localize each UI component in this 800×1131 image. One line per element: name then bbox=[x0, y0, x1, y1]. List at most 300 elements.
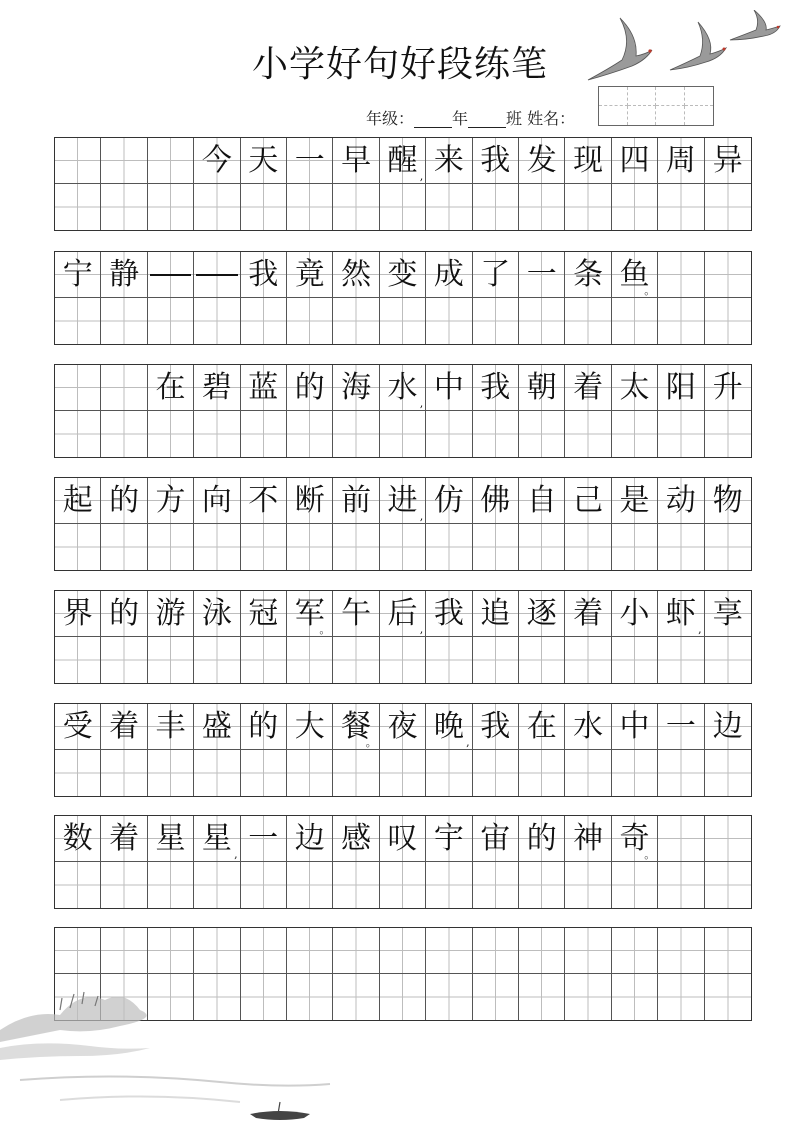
character: 夜 bbox=[387, 708, 418, 744]
character-cell bbox=[612, 816, 658, 862]
practice-cell[interactable] bbox=[287, 862, 333, 908]
practice-cell[interactable] bbox=[473, 637, 519, 683]
practice-cell[interactable] bbox=[519, 184, 565, 230]
practice-cell[interactable] bbox=[519, 411, 565, 457]
character-cell bbox=[426, 816, 472, 862]
practice-cell[interactable] bbox=[194, 411, 240, 457]
character-cell bbox=[287, 252, 333, 298]
character: 界 bbox=[62, 595, 93, 631]
character: 是 bbox=[619, 482, 650, 518]
practice-cell[interactable] bbox=[101, 411, 147, 457]
character-cell bbox=[333, 591, 379, 637]
practice-cell[interactable] bbox=[705, 750, 751, 796]
practice-cell[interactable] bbox=[658, 298, 704, 344]
character-cell bbox=[658, 365, 704, 411]
practice-cell[interactable] bbox=[519, 298, 565, 344]
character-cell bbox=[612, 478, 658, 524]
character-cell bbox=[519, 365, 565, 411]
character-cell bbox=[287, 816, 333, 862]
character: 的 bbox=[109, 595, 140, 631]
character-cell bbox=[426, 365, 472, 411]
character: 朝 bbox=[526, 369, 557, 405]
practice-cell[interactable] bbox=[612, 637, 658, 683]
practice-cell[interactable] bbox=[705, 298, 751, 344]
character: 我 bbox=[433, 595, 464, 631]
practice-cell[interactable] bbox=[148, 862, 194, 908]
practice-cell[interactable] bbox=[473, 184, 519, 230]
character-cell bbox=[287, 928, 333, 974]
character: 一 bbox=[526, 256, 557, 292]
practice-cell[interactable] bbox=[55, 411, 101, 457]
practice-cell[interactable] bbox=[426, 524, 472, 570]
character-cell bbox=[241, 252, 287, 298]
character-cell bbox=[148, 704, 194, 750]
character-cell bbox=[333, 704, 379, 750]
practice-cell[interactable] bbox=[287, 184, 333, 230]
character: 我 bbox=[480, 142, 511, 178]
character-cell bbox=[705, 138, 751, 184]
character-cell bbox=[148, 138, 194, 184]
practice-cell[interactable] bbox=[519, 974, 565, 1020]
character: 数 bbox=[62, 820, 93, 856]
practice-cell[interactable] bbox=[612, 974, 658, 1020]
character-cell bbox=[380, 252, 426, 298]
practice-cell[interactable] bbox=[333, 524, 379, 570]
practice-cell[interactable] bbox=[705, 974, 751, 1020]
practice-cell[interactable] bbox=[473, 411, 519, 457]
practice-cell[interactable] bbox=[241, 411, 287, 457]
character-cell bbox=[473, 365, 519, 411]
practice-cell[interactable] bbox=[612, 750, 658, 796]
practice-cell[interactable] bbox=[473, 862, 519, 908]
character-cell bbox=[101, 365, 147, 411]
practice-cell[interactable] bbox=[55, 184, 101, 230]
character-cell bbox=[705, 928, 751, 974]
name-writing-box[interactable] bbox=[598, 86, 714, 126]
character-cell bbox=[194, 928, 240, 974]
character: 受 bbox=[62, 708, 93, 744]
practice-cell[interactable] bbox=[380, 524, 426, 570]
character: 静 bbox=[109, 256, 140, 292]
character-cell bbox=[612, 704, 658, 750]
character-cell bbox=[333, 252, 379, 298]
practice-cell[interactable] bbox=[426, 298, 472, 344]
practice-cell[interactable] bbox=[333, 862, 379, 908]
character-cell bbox=[565, 704, 611, 750]
grid-row-2 bbox=[54, 251, 752, 345]
character: 逐 bbox=[526, 595, 557, 631]
dash-mark bbox=[196, 274, 237, 276]
character-cell bbox=[101, 704, 147, 750]
character: 宁 bbox=[62, 256, 93, 292]
practice-cell[interactable] bbox=[612, 184, 658, 230]
practice-cell[interactable] bbox=[148, 298, 194, 344]
character-cell bbox=[473, 704, 519, 750]
character: 鱼 bbox=[619, 256, 650, 292]
grade-label: 年级： bbox=[366, 108, 415, 128]
character-cell bbox=[658, 704, 704, 750]
character: 竟 bbox=[294, 256, 325, 292]
practice-cell[interactable] bbox=[565, 411, 611, 457]
practice-cell[interactable] bbox=[101, 298, 147, 344]
practice-cell[interactable] bbox=[194, 298, 240, 344]
grid-row-1 bbox=[54, 137, 752, 231]
character: 中 bbox=[433, 369, 464, 405]
character: 醒 bbox=[387, 142, 418, 178]
character: 碧 bbox=[201, 369, 232, 405]
character: 后 bbox=[387, 595, 418, 631]
practice-cell[interactable] bbox=[426, 862, 472, 908]
character-cell bbox=[565, 478, 611, 524]
practice-cell[interactable] bbox=[426, 637, 472, 683]
character-cell bbox=[380, 928, 426, 974]
character: 我 bbox=[480, 708, 511, 744]
character: 叹 bbox=[387, 820, 418, 856]
practice-cell[interactable] bbox=[55, 750, 101, 796]
practice-cell[interactable] bbox=[55, 637, 101, 683]
character: 断 bbox=[294, 482, 325, 518]
practice-cell[interactable] bbox=[55, 298, 101, 344]
character-cell bbox=[333, 138, 379, 184]
character-cell bbox=[380, 478, 426, 524]
practice-cell[interactable] bbox=[194, 524, 240, 570]
practice-cell[interactable] bbox=[612, 524, 658, 570]
character-cell bbox=[148, 591, 194, 637]
character: 己 bbox=[573, 482, 604, 518]
practice-cell[interactable] bbox=[287, 637, 333, 683]
character-cell bbox=[241, 478, 287, 524]
character-cell bbox=[519, 704, 565, 750]
practice-cell[interactable] bbox=[333, 184, 379, 230]
character: 宇 bbox=[433, 820, 464, 856]
practice-cell[interactable] bbox=[705, 862, 751, 908]
character-cell bbox=[241, 928, 287, 974]
punctuation-mark: , bbox=[419, 397, 424, 410]
character-cell bbox=[101, 138, 147, 184]
character-cell bbox=[194, 252, 240, 298]
character: 然 bbox=[341, 256, 372, 292]
character-cell bbox=[287, 591, 333, 637]
practice-cell[interactable] bbox=[380, 298, 426, 344]
practice-cell[interactable] bbox=[287, 750, 333, 796]
practice-cell[interactable] bbox=[101, 862, 147, 908]
character-cell bbox=[658, 591, 704, 637]
practice-cell[interactable] bbox=[473, 750, 519, 796]
character: 冠 bbox=[248, 595, 279, 631]
practice-cell[interactable] bbox=[565, 750, 611, 796]
character-cell bbox=[565, 928, 611, 974]
practice-cell[interactable] bbox=[519, 637, 565, 683]
character: 周 bbox=[665, 142, 696, 178]
character: 感 bbox=[341, 820, 372, 856]
character-cell bbox=[101, 591, 147, 637]
punctuation-mark: 。 bbox=[644, 284, 656, 297]
character-cell bbox=[101, 928, 147, 974]
practice-cell[interactable] bbox=[426, 411, 472, 457]
character-cell bbox=[55, 928, 101, 974]
character: 边 bbox=[712, 708, 743, 744]
character: 午 bbox=[341, 595, 372, 631]
student-info-line bbox=[366, 103, 575, 131]
practice-cell[interactable] bbox=[519, 524, 565, 570]
character: 在 bbox=[155, 369, 186, 405]
practice-cell[interactable] bbox=[705, 524, 751, 570]
character-cell bbox=[612, 252, 658, 298]
practice-cell[interactable] bbox=[612, 862, 658, 908]
character-cell bbox=[426, 591, 472, 637]
character-cell bbox=[380, 816, 426, 862]
practice-cell[interactable] bbox=[565, 298, 611, 344]
character-cell bbox=[565, 138, 611, 184]
practice-cell[interactable] bbox=[101, 524, 147, 570]
character-cell bbox=[426, 252, 472, 298]
character-cell bbox=[658, 138, 704, 184]
character-cell bbox=[55, 591, 101, 637]
character: 奇 bbox=[619, 820, 650, 856]
practice-cell[interactable] bbox=[101, 750, 147, 796]
character-cell bbox=[148, 816, 194, 862]
character: 仿 bbox=[433, 482, 464, 518]
character: 神 bbox=[573, 820, 604, 856]
practice-cell[interactable] bbox=[705, 184, 751, 230]
character-cell bbox=[101, 478, 147, 524]
practice-cell[interactable] bbox=[241, 750, 287, 796]
character-cell bbox=[473, 928, 519, 974]
practice-cell[interactable] bbox=[194, 637, 240, 683]
character: 着 bbox=[109, 708, 140, 744]
character: 方 bbox=[155, 482, 186, 518]
practice-cell[interactable] bbox=[287, 298, 333, 344]
character-cell bbox=[241, 704, 287, 750]
practice-cell[interactable] bbox=[658, 637, 704, 683]
character-cell bbox=[519, 591, 565, 637]
practice-cell[interactable] bbox=[705, 411, 751, 457]
character-cell bbox=[55, 704, 101, 750]
practice-cell[interactable] bbox=[473, 974, 519, 1020]
practice-cell[interactable] bbox=[380, 974, 426, 1020]
character-cell bbox=[55, 816, 101, 862]
practice-cell[interactable] bbox=[612, 298, 658, 344]
practice-cell[interactable] bbox=[380, 184, 426, 230]
practice-cell[interactable] bbox=[148, 637, 194, 683]
practice-cell[interactable] bbox=[241, 862, 287, 908]
character-cell bbox=[241, 138, 287, 184]
character: 阳 bbox=[665, 369, 696, 405]
character-cell bbox=[101, 816, 147, 862]
practice-cell[interactable] bbox=[658, 974, 704, 1020]
character-cell bbox=[194, 365, 240, 411]
practice-cell[interactable] bbox=[565, 184, 611, 230]
practice-cell[interactable] bbox=[426, 750, 472, 796]
practice-cell[interactable] bbox=[287, 524, 333, 570]
practice-cell[interactable] bbox=[333, 411, 379, 457]
character: 餐 bbox=[341, 708, 372, 744]
practice-cell[interactable] bbox=[287, 411, 333, 457]
character-cell bbox=[519, 816, 565, 862]
character-cell bbox=[148, 252, 194, 298]
grid-row-6 bbox=[54, 703, 752, 797]
character-cell bbox=[658, 928, 704, 974]
practice-cell[interactable] bbox=[565, 862, 611, 908]
practice-cell[interactable] bbox=[241, 637, 287, 683]
character: 成 bbox=[433, 256, 464, 292]
practice-cell[interactable] bbox=[565, 974, 611, 1020]
character: 来 bbox=[433, 142, 464, 178]
character: 我 bbox=[480, 369, 511, 405]
practice-cell[interactable] bbox=[519, 862, 565, 908]
character-cell bbox=[194, 816, 240, 862]
character: 佛 bbox=[480, 482, 511, 518]
practice-cell[interactable] bbox=[473, 298, 519, 344]
practice-cell[interactable] bbox=[426, 184, 472, 230]
practice-cell[interactable] bbox=[612, 411, 658, 457]
year-label: 年 bbox=[452, 108, 469, 128]
character-cell bbox=[426, 704, 472, 750]
character-cell bbox=[705, 591, 751, 637]
practice-cell[interactable] bbox=[658, 524, 704, 570]
character: 宙 bbox=[480, 820, 511, 856]
character: 进 bbox=[387, 482, 418, 518]
character: 星 bbox=[155, 820, 186, 856]
punctuation-mark: , bbox=[234, 848, 238, 861]
character: 小 bbox=[619, 595, 650, 631]
character: 丰 bbox=[155, 708, 186, 744]
practice-cell[interactable] bbox=[148, 524, 194, 570]
character-cell bbox=[658, 252, 704, 298]
character: 的 bbox=[248, 708, 279, 744]
character: 今 bbox=[201, 142, 232, 178]
practice-cell[interactable] bbox=[380, 411, 426, 457]
grade-blank[interactable] bbox=[414, 107, 452, 128]
punctuation-mark: , bbox=[466, 736, 470, 749]
grid-row-4 bbox=[54, 477, 752, 571]
character: 盛 bbox=[201, 708, 232, 744]
character-cell bbox=[287, 704, 333, 750]
character-cell bbox=[473, 591, 519, 637]
character: 自 bbox=[526, 482, 557, 518]
character-cell bbox=[241, 365, 287, 411]
character: 着 bbox=[573, 595, 604, 631]
character: 着 bbox=[573, 369, 604, 405]
practice-cell[interactable] bbox=[101, 184, 147, 230]
practice-cell[interactable] bbox=[658, 862, 704, 908]
character: 一 bbox=[248, 820, 279, 856]
character: 不 bbox=[248, 482, 279, 518]
practice-cell[interactable] bbox=[565, 637, 611, 683]
character-cell bbox=[519, 928, 565, 974]
character-cell bbox=[241, 591, 287, 637]
practice-cell[interactable] bbox=[101, 637, 147, 683]
practice-cell[interactable] bbox=[333, 298, 379, 344]
practice-cell[interactable] bbox=[705, 637, 751, 683]
character-cell bbox=[705, 365, 751, 411]
character-cell bbox=[148, 478, 194, 524]
practice-cell[interactable] bbox=[148, 184, 194, 230]
character-cell bbox=[519, 252, 565, 298]
character: 水 bbox=[573, 708, 604, 744]
character-cell bbox=[380, 365, 426, 411]
page-title: 小学好句好段练笔 bbox=[251, 44, 548, 85]
practice-cell[interactable] bbox=[380, 750, 426, 796]
character: 在 bbox=[526, 708, 557, 744]
character: 星 bbox=[201, 820, 232, 856]
character: 发 bbox=[526, 142, 557, 178]
practice-cell[interactable] bbox=[241, 298, 287, 344]
character-cell bbox=[426, 478, 472, 524]
grid-row-5 bbox=[54, 590, 752, 684]
character-cell bbox=[333, 365, 379, 411]
practice-cell[interactable] bbox=[658, 411, 704, 457]
practice-cell[interactable] bbox=[55, 524, 101, 570]
punctuation-mark: , bbox=[419, 623, 424, 636]
practice-cell[interactable] bbox=[241, 184, 287, 230]
character-cell bbox=[148, 365, 194, 411]
character-cell bbox=[565, 252, 611, 298]
character-cell bbox=[55, 138, 101, 184]
practice-cell[interactable] bbox=[380, 862, 426, 908]
character-cell bbox=[333, 928, 379, 974]
punctuation-mark: , bbox=[698, 623, 702, 636]
practice-cell[interactable] bbox=[333, 974, 379, 1020]
character: 的 bbox=[526, 820, 557, 856]
character-cell bbox=[426, 138, 472, 184]
practice-cell[interactable] bbox=[380, 637, 426, 683]
character: 水 bbox=[387, 369, 418, 405]
dash-mark bbox=[150, 274, 191, 276]
practice-cell[interactable] bbox=[148, 750, 194, 796]
practice-cell[interactable] bbox=[148, 411, 194, 457]
practice-cell[interactable] bbox=[658, 184, 704, 230]
character-cell bbox=[473, 138, 519, 184]
practice-cell[interactable] bbox=[194, 862, 240, 908]
practice-cell[interactable] bbox=[194, 750, 240, 796]
practice-cell[interactable] bbox=[194, 184, 240, 230]
character: 中 bbox=[619, 708, 650, 744]
character: 着 bbox=[109, 820, 140, 856]
practice-cell[interactable] bbox=[473, 524, 519, 570]
character: 虾 bbox=[665, 595, 696, 631]
character-cell bbox=[426, 928, 472, 974]
character: 四 bbox=[619, 142, 650, 178]
character-cell bbox=[612, 138, 658, 184]
character-cell bbox=[612, 365, 658, 411]
character-cell bbox=[380, 591, 426, 637]
practice-cell[interactable] bbox=[565, 524, 611, 570]
character-cell bbox=[658, 478, 704, 524]
character-cell bbox=[705, 816, 751, 862]
practice-cell[interactable] bbox=[55, 862, 101, 908]
practice-cell[interactable] bbox=[426, 974, 472, 1020]
punctuation-mark: 。 bbox=[319, 623, 331, 636]
character-cell bbox=[194, 138, 240, 184]
practice-cell[interactable] bbox=[519, 750, 565, 796]
character-cell bbox=[519, 478, 565, 524]
character-cell bbox=[519, 138, 565, 184]
character-cell bbox=[473, 478, 519, 524]
practice-cell[interactable] bbox=[333, 750, 379, 796]
practice-cell[interactable] bbox=[333, 637, 379, 683]
class-blank[interactable] bbox=[468, 107, 506, 128]
grid-row-3 bbox=[54, 364, 752, 458]
character-cell bbox=[101, 252, 147, 298]
character: 前 bbox=[341, 482, 372, 518]
practice-cell[interactable] bbox=[241, 524, 287, 570]
character-cell bbox=[333, 478, 379, 524]
character: 起 bbox=[62, 482, 93, 518]
character: 军 bbox=[294, 595, 325, 631]
character: 太 bbox=[619, 369, 650, 405]
practice-cell[interactable] bbox=[658, 750, 704, 796]
